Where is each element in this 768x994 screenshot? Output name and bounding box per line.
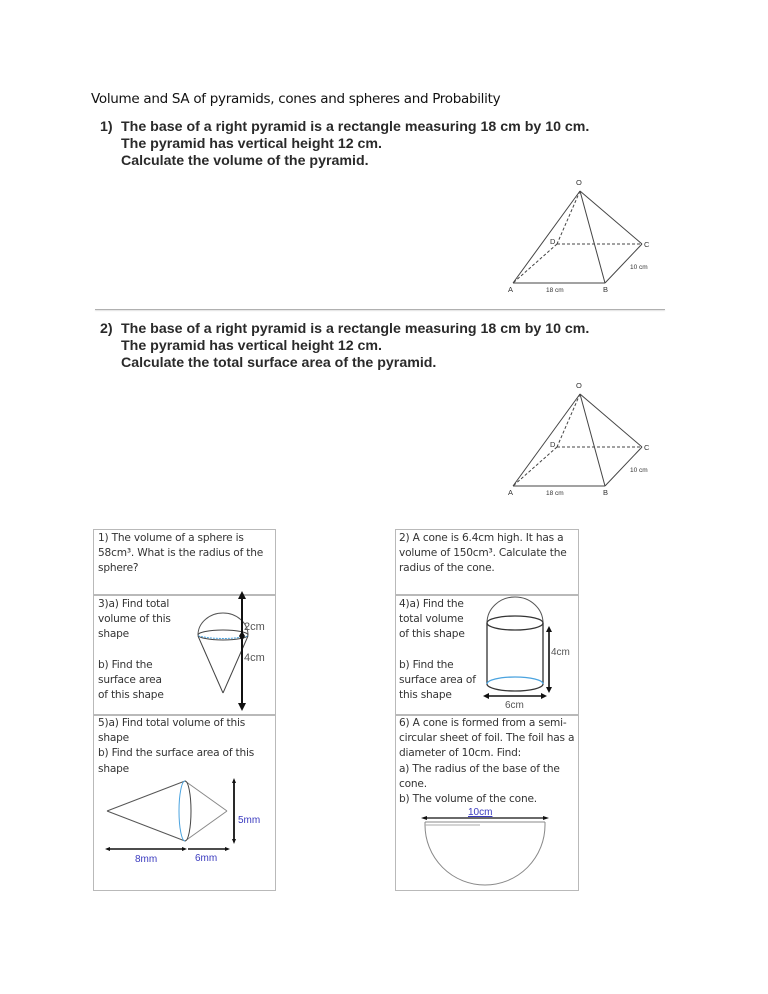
cell-line: this shape bbox=[399, 689, 452, 702]
cell-line: of this shape bbox=[98, 689, 164, 702]
question-line: Calculate the volume of the pyramid. bbox=[121, 153, 369, 169]
cell-line: surface area of bbox=[399, 673, 476, 686]
cell-line: b) The volume of the cone. bbox=[399, 793, 537, 806]
hemisphere-cylinder-diagram bbox=[485, 596, 580, 714]
dimension-label: 6mm bbox=[195, 853, 218, 864]
cell-line: shape bbox=[98, 628, 129, 641]
dimension-label: 4cm bbox=[244, 652, 265, 664]
question-1 bbox=[100, 119, 589, 170]
question-number: 2) bbox=[100, 321, 113, 337]
vertex-label: D bbox=[550, 440, 556, 449]
vertex-label: C bbox=[644, 240, 650, 249]
vertex-label: B bbox=[603, 488, 609, 497]
hemisphere-cone-diagram bbox=[180, 605, 275, 710]
cell-line: 3)a) Find total bbox=[98, 598, 170, 610]
vertex-label: A bbox=[508, 285, 514, 294]
dimension-label: 2cm bbox=[244, 621, 265, 633]
cell-line: b) Find the surface area of this bbox=[98, 747, 255, 760]
cell-line: a) The radius of the base of the bbox=[399, 762, 560, 775]
question-line: The base of a right pyramid is a rectangle measuring 18 cm by 10 cm. bbox=[121, 321, 590, 337]
vertex-label: C bbox=[644, 443, 650, 452]
dimension-label: 18 cm bbox=[546, 287, 564, 294]
question-2 bbox=[100, 321, 589, 372]
cell-line: cone. bbox=[399, 777, 427, 790]
section-divider bbox=[95, 309, 665, 310]
dimension-label: 6cm bbox=[505, 700, 524, 711]
page-title: Volume and SA of pyramids, cones and spheres and Probability bbox=[91, 91, 501, 107]
cell-line: radius of the cone. bbox=[399, 562, 495, 575]
question-line: The pyramid has vertical height 12 cm. bbox=[121, 136, 382, 152]
pyramid-diagram-1 bbox=[490, 170, 690, 300]
vertex-label: O bbox=[576, 178, 582, 187]
grid-cell-3 bbox=[98, 597, 178, 703]
vertex-label: O bbox=[576, 381, 582, 390]
dimension-label: 10cm bbox=[468, 807, 493, 818]
cell-line: 5)a) Find total volume of this bbox=[98, 717, 246, 729]
cell-line: 2) A cone is 6.4cm high. It has a bbox=[399, 532, 564, 544]
question-number: 1) bbox=[100, 119, 113, 135]
cell-line: shape bbox=[98, 762, 129, 775]
grid-divider bbox=[93, 594, 276, 596]
cell-line: 1) The volume of a sphere is bbox=[98, 532, 244, 544]
vertex-label: A bbox=[508, 488, 514, 497]
dimension-label: 5mm bbox=[238, 815, 261, 826]
vertex-label: B bbox=[603, 285, 609, 294]
cell-line: surface area bbox=[98, 673, 162, 686]
dimension-label: 4cm bbox=[551, 647, 570, 658]
double-cone-diagram bbox=[100, 778, 270, 878]
cell-line: circular sheet of foil. The foil has a bbox=[399, 732, 575, 745]
cell-line: of this shape bbox=[399, 628, 465, 641]
pyramid-diagram-2 bbox=[490, 375, 690, 505]
grid-cell-2 bbox=[399, 531, 577, 577]
cell-line: b) Find the bbox=[399, 658, 454, 671]
cell-line: 4)a) Find the bbox=[399, 598, 464, 610]
cell-line: b) Find the bbox=[98, 658, 153, 671]
cell-line: sphere? bbox=[98, 562, 139, 575]
question-line: Calculate the total surface area of the pyramid. bbox=[121, 355, 437, 371]
dimension-label: 10 cm bbox=[630, 467, 648, 474]
cell-line: volume of 150cm³. Calculate the bbox=[399, 547, 567, 560]
grid-cell-1 bbox=[98, 531, 273, 577]
question-line: The pyramid has vertical height 12 cm. bbox=[121, 338, 382, 354]
grid-cell-6 bbox=[399, 716, 577, 807]
dimension-label: 18 cm bbox=[546, 490, 564, 497]
dimension-label: 10 cm bbox=[630, 264, 648, 271]
cell-line: shape bbox=[98, 732, 129, 745]
cell-line: 6) A cone is formed from a semi- bbox=[399, 717, 567, 729]
cell-line: 58cm³. What is the radius of the bbox=[98, 547, 264, 560]
cell-line: diameter of 10cm. Find: bbox=[399, 747, 522, 760]
dimension-label: 8mm bbox=[135, 854, 158, 865]
grid-cell-4 bbox=[399, 597, 481, 703]
cell-line: total volume bbox=[399, 613, 464, 626]
vertex-label: D bbox=[550, 237, 556, 246]
question-line: The base of a right pyramid is a rectangle measuring 18 cm by 10 cm. bbox=[121, 119, 590, 135]
cell-line: volume of this bbox=[98, 613, 171, 626]
grid-cell-5 bbox=[98, 716, 273, 777]
semicircle-foil-diagram bbox=[420, 806, 560, 888]
